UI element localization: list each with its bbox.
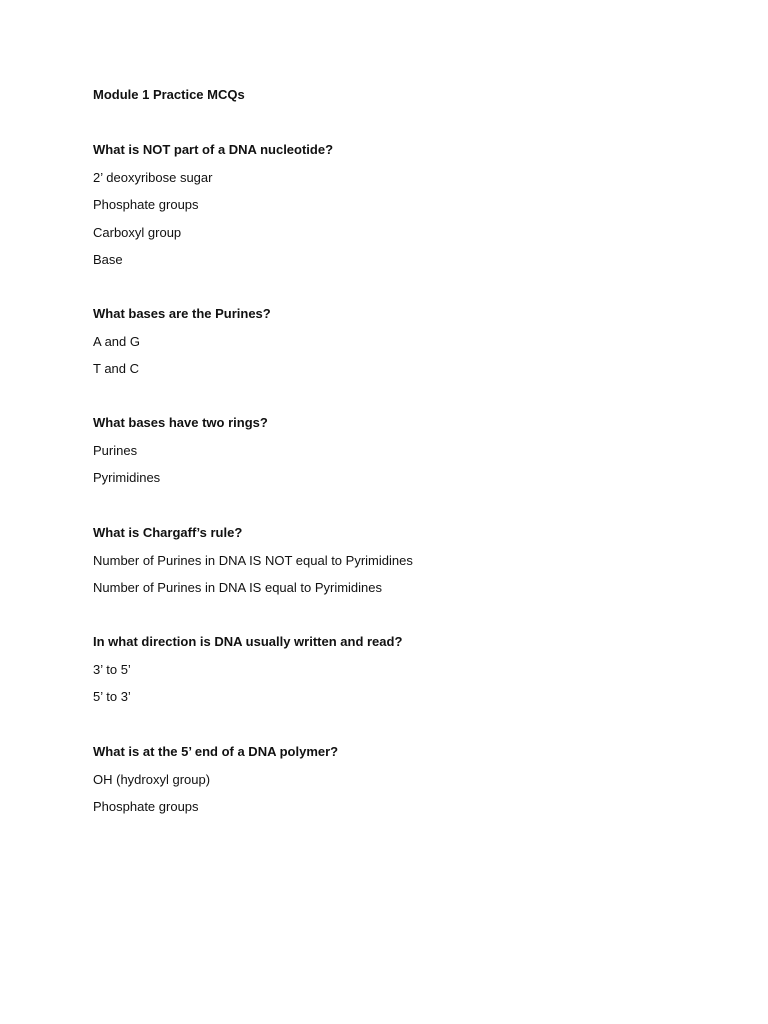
question-4-option-1: Number of Purines in DNA IS NOT equal to Pyrimidines: [93, 552, 413, 568]
question-block-3: [93, 415, 713, 486]
question-2-option-1: A and G: [93, 333, 140, 349]
question-block-5: [93, 634, 713, 705]
question-4-option-2: Number of Purines in DNA IS equal to Pyrimidines: [93, 580, 383, 595]
question-1: What is NOT part of a DNA nucleotide?: [93, 142, 334, 157]
question-block-6: [93, 744, 713, 815]
question-3-option-2: Pyrimidines: [93, 470, 161, 485]
question-5: In what direction is DNA usually written and read?: [93, 634, 403, 649]
question-4: What is Chargaff’s rule?: [93, 525, 243, 540]
question-block-2: [93, 306, 713, 377]
question-1-option-1: 2’ deoxyribose sugar: [93, 169, 213, 185]
question-6-option-2: Phosphate groups: [93, 799, 199, 814]
question-1-option-2: Phosphate groups: [93, 197, 199, 212]
question-block-1: [93, 142, 713, 268]
question-5-option-2: 5’ to 3’: [93, 689, 131, 704]
question-block-4: [93, 525, 713, 596]
question-3-option-1: Purines: [93, 442, 138, 458]
question-6-option-1: OH (hydroxyl group): [93, 771, 211, 787]
document-title: Module 1 Practice MCQs: [93, 87, 245, 102]
question-1-option-4: Base: [93, 252, 123, 267]
question-5-option-1: 3’ to 5’: [93, 661, 131, 677]
question-1-option-3: Carboxyl group: [93, 224, 182, 240]
question-3: What bases have two rings?: [93, 415, 268, 430]
question-2: What bases are the Purines?: [93, 306, 271, 321]
question-2-option-2: T and C: [93, 361, 140, 376]
question-6: What is at the 5’ end of a DNA polymer?: [93, 744, 339, 759]
